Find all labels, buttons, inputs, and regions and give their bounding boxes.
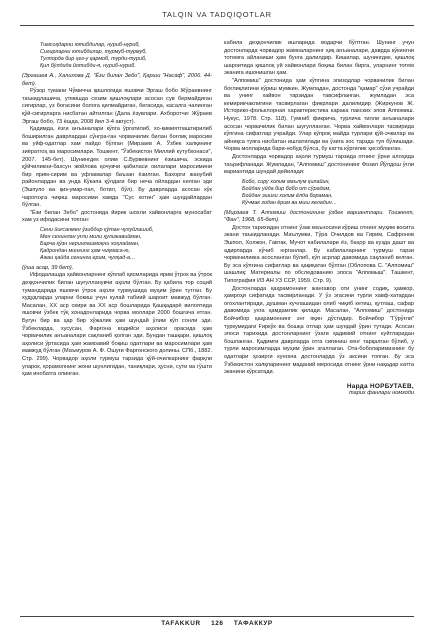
poem-line: Тулпорда бир ҳез-у қармоб, турди-туриб,	[40, 56, 147, 62]
paragraph: Достонларда қаҳрамоннинг жангавор оти унинг содиқ, ҳамкор, ҳамроҳи сифатида тасвирланади. У ўз эгасини турли хавф-хатардан огохлантиради, душман кучлашидан олиб чиқиб кетиш, қутлаш, сафар давомида унга ҳамдамлик қилади. Масалан, "Алпомиш" достонида Бойчибор қаҳрамоннинг энг яқин дўстидир. Бойчибор "Гўрўғли" туркумидаги Ғиркўк ва бошқа отлар ҳам шундай ўрин тутади. Асосан эпоси тарихида достонларнинг ўзаги қадимий отнинг куйтларидан бошланган. Қадимги даврларда отга сиғиниш кенг тарқалган бўлиб, у турли маросимларда муҳим ўрин эгаллаган. Ота-боболаримизнинг бу одатлари ҳозирги кунгача достонларда ўз аксини топган. Бу эса Ўзбекистон халқларининг маданий меросида отнинг ўрни нақадар катта эканини кўрсатади.	[224, 285, 414, 376]
poem-line: Кўчмак зодан ёрим ва миш келадин…	[242, 199, 338, 206]
poem-line: Сени йиғсанмен ўзибдир қўтан чулуйлашиб,	[40, 226, 154, 233]
left-column	[22, 40, 212, 379]
paragraph: Ифодалашда ҳайвонларнинг кўплаб қисмларида ярим ўтрок ва ўтрок деҳқончилик билан шуғулланувчи аҳоли бўлган. Бу қабила тор соций тумандарида яшовчи ўтрок аҳоли турмушида муҳим ўрин тутган. Бу худудларда уларни бокиш учун кулай табиий шароит мавжуд бўлган. Масалан, XX аср охири ва XX аср бошларида Қашқадарё вилоятида яшовчи ўзбек тўқ хонадонларида чорва моллари 2000 бошгача етган. Бугун бир ва ҳар бир хўжалик ҳам шундай ўлим кўп сонли эди. Ўзбекларда, хусусан, Фарғона водийси аҳолиси орасида ҳам чорвачилик анъаналари сақланиб қолган эди. Бундан ташқари, қишлоқ аҳолиси ўртасида ҳам жамоавий боқиш одатлари ва маросимлари ҳам мавжуд бўлган (Маъмуров А. Ф. Ошуғи Фарғонского долины. СПб., 1882. Стр. 299). Чорвадор аҳоли турмуш тарзида қўй-очилкарнинг фарқли уларок, қорамолнинг жони шунлигидан, таниқлари, ҳусни, сути ва гўшти ҳам инобатга олинган.	[22, 272, 212, 378]
paragraph: Достонларда чорвадор аҳоли турмуш тарзида отнинг ўрни алоҳида таърифланади. Жумладан, "Алпомиш" достонининг Фозил Йўлдош ўғли вариантида шундай дейилади:	[224, 153, 414, 176]
poem-line: Бобо, сиру холим маълум қилайин,	[242, 178, 330, 185]
paragraph: "Ёзи билан Зебо" достонида йирик шохли хайвонларга муносабат хам уз ифодасини топган:	[22, 209, 212, 224]
header-rule	[20, 25, 414, 26]
poem-line: Сигирларни ютибдилар, турмуб-турмуб,	[40, 49, 147, 55]
poem-line: Барча қўзн неринлашмоқни хоҳлайман,	[40, 240, 140, 247]
poem-3	[242, 179, 414, 207]
page-footer	[0, 620, 434, 627]
poem-line: Қил бўлдида йотибди-я, нуриб-нуриб.	[40, 63, 136, 69]
author-signature	[224, 383, 414, 398]
poem-line: Мен сенинлан уғли мили қулижавийман,	[40, 233, 142, 240]
paragraph: кабила деҳқончилик ишларида водарчи бўлтган. Шунинг учун достонларда чорвадор жамоаларнинг ҳиқ анъаналари, даврда кўкингни тотемга айланиши ҳам бунга далилдир. Кишилар, шунингдек, қишлоқ шароитида қишлоқ уй хайвонлари боқиш билан бирга, уларнинг тотем эканига ишонишган ҳам.	[224, 40, 414, 77]
citation: (Мирзаев Т. Алпомиш достонининг ўзбек вариантлари. Тошкент, "Фан", 1968, 65-бет).	[224, 209, 414, 224]
citation: (ўша асар, 39 бет).	[22, 264, 74, 271]
running-header: TALQIN VA TADQIQOTLAR	[162, 10, 272, 19]
poem-line: Бойдан эшиги холим ёлда бораман,	[242, 192, 333, 199]
poem-line: Қадрондан мингинг ҳам чиқмаса-ю,	[40, 247, 130, 254]
footer-journal-latin: TAFAKKUR	[161, 620, 201, 627]
poem-2	[40, 227, 212, 262]
footer-journal-cyrillic: ТАФАККУР	[233, 620, 273, 627]
right-column	[224, 40, 414, 398]
paragraph: Қадимда, ёзги анъаналари кўпга ўргатилиб, хо-кимиятлаштирилиб боширилган даврлардан сўнгра-ган чорвачилик билан боғлиқ маросим ва уйф-одатлар хам пайдо бўлган (Мирзаев А. Ўзбек халқининг зиёратгоҳ ва маросимлари. Тошкент, "Ўзбекистон Миллий кутубхонаси", 2007. 145-бет). Шунингдек олим С.Бурвевнинг ёзишича, эскида қўйчиликни-бахсун жойлова қочувчи қабиласи оилалари маросимини бир ярим-сирим ва уфламалар баъзан ёзилган. Бахорги жанубий районлардан ва унда Кўкапа қўлдаги бир неча ойлардан келган эди (Эшпуло ва қиз-умар-пал, ботил, бўл). Бу даврларда асосан кўк чарогоҳга чиқиш маросими хамда "Сус хотин" ҳам шундайлардан бўлган.	[22, 126, 212, 209]
page-number: 126	[211, 620, 224, 627]
paragraph: Достон тарихидан отнинг ўзак маъносини кўриш отнинг муҳим восита экани таъкидланади. Маълумки, Тўра Очилдов ва Гирим, Сафронов Эшпол, Холжон, Гавтак, Мучот кабилалари ёз, баҳор ва кузда дашт ва адирларда кўчиб юрганлар. Бу кабилаларнинг турмуш тарзи чорвачиликка асосланган бўлиб, кўп асрлар давомида сақланиб келган. Бу эса кўпгина сифатлар ва ҳақиқатан бўлган (Облопова С. "Алпомиш" шашлиқ: Материалы по обследованию эпоса "Алпомыш". Ташкент, Типография ИЗ АН УЗ ССР, 1959. Стр. 9).	[224, 224, 414, 285]
poem-line: Тимсоҳдарни ютибдилар, нуриб-нуриб,	[40, 42, 140, 48]
author-name: Нарда НОРБУТАЕВ,	[346, 382, 414, 390]
citation: (Эргашев А., Халилова Д. "Ёзи билан Зебо", Қарши "Насаф", 2006. 44-бет).	[22, 73, 212, 87]
paragraph: "Алпомиш" достонида ҳам кўпгина эпизодлар чорвачилик билан боғлиқлигини кўриш мумкин. Жумладан, достонда "қамар" сўзи учрайди ва унинг хайвон тарзидан тавсифланган, жумладан эса кемирикчаклигини тасвирлаган фикрлари далилидир (Жиркунов Ж. Историко-фольклорная характеристика карака пакских эпов Алпомиш. Нукус, 1978. Стр. 118). Гумниб фикрича, турлича тилли анъаналари асосан чорвачилик билан шуғулланган. Чорва хайвонлари тасвирида кўпгина сифатлар учрайди. Улар кўпроқ майда турлари қўй-эчкилар ва айниқса туяга нисбатан ишлатилади ва ўзига хос тарзда туя бўлишади. Чорва молларида бари-нобуд бўлса, бу катта кўргилик ҳисобланган.	[224, 77, 414, 153]
author-title: тарих фанлари номзоди	[349, 390, 414, 397]
poem-line: Ажаи қайда сенинга ерим, чулқад-а…	[40, 254, 136, 261]
paragraph: Рўзор тумани Чўмичча қишлоғида яшовчи Эргаш бобо Жўраевнинг таъкидлашича, утмишда сезим қишлоқлари асосан сув бермайдиган сигирлар, уз богасини болога қилмайдиган, бегасида, касалга чалинган қўй-сигирларга нисбатан айтилган (Дала ёзувлари. Ахборотчи: Жўраев Эргаш бобо, 73 ёшда, 2008 йил 3-4 август).	[22, 88, 212, 125]
footer-rule	[20, 616, 414, 617]
poem-1	[40, 42, 212, 70]
poem-line: Бойдан уйда бир бобо от сўрадим,	[242, 185, 331, 192]
